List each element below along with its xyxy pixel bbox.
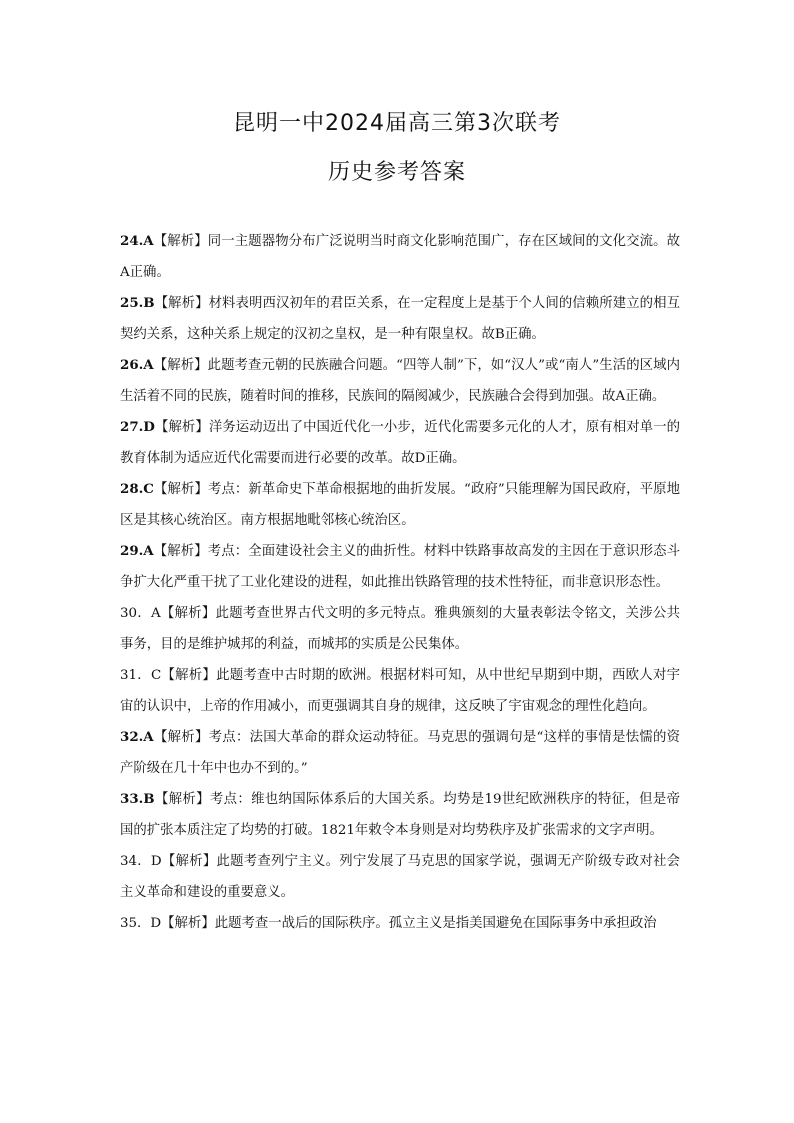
- answer-item: [120, 226, 680, 288]
- answer-item: [120, 412, 680, 474]
- answer-item: [120, 598, 680, 660]
- answer-text: 【解析】考点：法国大革命的群众运动特征。马克思的强调句是“这样的事情是怯懦的资产阶级在几十年中也办不到的。”: [120, 730, 680, 776]
- answer-item: [120, 474, 680, 536]
- answer-number: 30．A: [120, 606, 161, 621]
- answer-item: [120, 784, 680, 846]
- answer-text: 【解析】此题考查中古时期的欧洲。根据材料可知，从中世纪早期到中期，西欧人对宇宙的认识中，上帝的作用减小，而更强调其自身的规律，这反映了宇宙观念的理性化趋向。: [120, 668, 680, 714]
- answer-text: 【解析】考点：新革命史下革命根据地的曲折发展。“政府”只能理解为国民政府，平原地区是其核心统治区。南方根据地毗邻核心统治区。: [120, 482, 680, 528]
- answer-number: 24.A: [120, 233, 154, 249]
- answer-number: 33.B: [120, 791, 155, 807]
- answer-text: 【解析】考点：维也纳国际体系后的大国关系。均势是19世纪欧洲秩序的特征，但是帝国的扩张本质注定了均势的打破。1821年敕令本身则是对均势秩序及扩张需求的文字声明。: [120, 792, 680, 838]
- answer-number: 29.A: [120, 543, 154, 559]
- answer-item: [120, 908, 680, 939]
- answer-item: [120, 288, 680, 350]
- answer-text: 【解析】此题考查元朝的民族融合问题。“四等人制”下，如“汉人”或“南人”生活的区域内生活着不同的民族，随着时间的推移，民族间的隔阂减少，民族融合会得到加强。故A正确。: [120, 358, 680, 404]
- answer-item: [120, 536, 680, 598]
- answer-number: 25.B: [120, 295, 155, 311]
- answer-number: 31．C: [120, 668, 162, 683]
- answer-text: 【解析】考点：全面建设社会主义的曲折性。材料中铁路事故高发的主因在于意识形态斗争扩大化严重干扰了工业化建设的进程，如此推出铁路管理的技术性特征，而非意识形态性。: [120, 544, 680, 590]
- answer-list: [120, 226, 680, 939]
- answer-text: 【解析】此题考查列宁主义。列宁发展了马克思的国家学说，强调无产阶级专政对社会主义革命和建设的重要意义。: [120, 854, 680, 900]
- answer-item: [120, 722, 680, 784]
- answer-number: 27.D: [120, 419, 155, 435]
- answer-number: 26.A: [120, 357, 154, 373]
- answer-item: [120, 350, 680, 412]
- answer-text: 【解析】洋务运动迈出了中国近代化一小步，近代化需要多元化的人才，原有相对单一的教育体制为适应近代化需要而进行必要的改革。故D正确。: [120, 420, 680, 466]
- answer-item: [120, 660, 680, 722]
- answer-number: 35．D: [120, 916, 162, 931]
- document-subtitle: 历史参考答案: [327, 160, 466, 185]
- answer-number: 28.C: [120, 481, 154, 497]
- answer-text: 【解析】此题考查世界古代文明的多元特点。雅典颁刻的大量表彰法令铭文，关涉公共事务，目的是维护城邦的利益，而城邦的实质是公民集体。: [120, 606, 680, 652]
- answer-number: 34．D: [120, 854, 162, 869]
- answer-text: 【解析】材料表明西汉初年的君臣关系，在一定程度上是基于个人间的信赖所建立的相互契约关系，这种关系上规定的汉初之皇权，是一种有限皇权。故B正确。: [120, 296, 680, 342]
- answer-item: [120, 846, 680, 908]
- answer-text: 【解析】同一主题器物分布广泛说明当时商文化影响范围广，存在区域间的文化交流。故A正确。: [120, 234, 680, 280]
- document-title: 昆明一中2024届高三第3次联考: [233, 111, 561, 136]
- answer-text: 【解析】此题考查一战后的国际秩序。孤立主义是指美国避免在国际事务中承担政治: [161, 916, 657, 931]
- answer-number: 32.A: [120, 729, 154, 745]
